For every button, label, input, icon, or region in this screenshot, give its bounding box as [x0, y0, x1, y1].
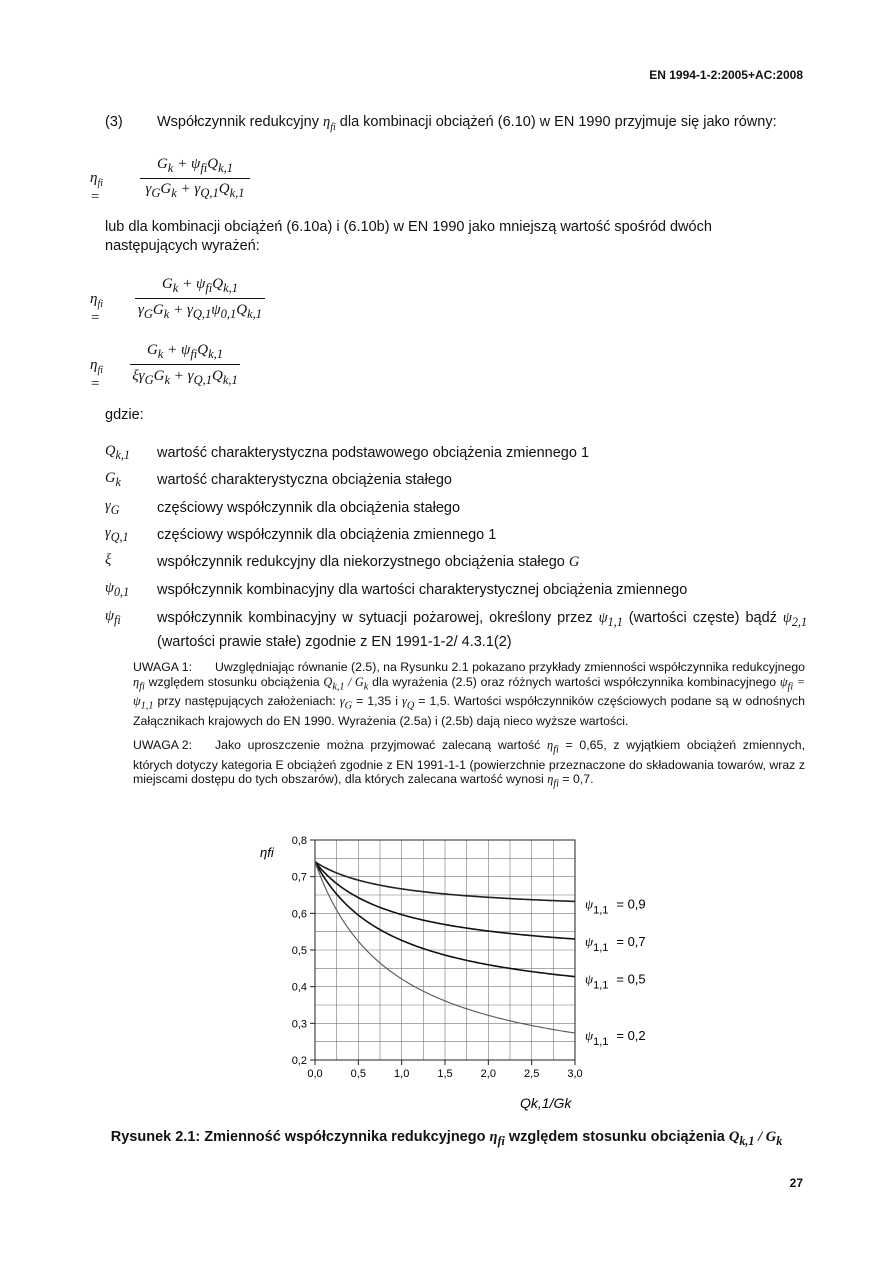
x-tick-label: 3,0 — [567, 1068, 583, 1080]
x-tick-label: 0,5 — [350, 1068, 366, 1080]
y-tick-label: 0,3 — [291, 1018, 307, 1031]
definition-symbol: $\gamma_{Q,1}$ — [105, 525, 129, 544]
legend-label: $\psi_{1,1} = 0,9$ — [585, 896, 646, 917]
eq2-fraction-bar — [135, 298, 265, 299]
chart-grid — [315, 840, 575, 1060]
document-id: EN 1994-1-2:2005+AC:2008 — [649, 68, 803, 82]
definition-text: częściowy współczynnik dla obciążenia stałego — [157, 500, 461, 516]
eq3-numerator: $G_k + \psi_{fi}Q_{k,1}$ — [146, 342, 224, 361]
eta-fi-chart — [250, 825, 690, 1120]
note-label: UWAGA 1: — [133, 660, 192, 674]
eq2-lhs: $\eta_{fi}$ = — [90, 291, 104, 326]
definition-text: częściowy współczynnik dla obciążenia zmiennego 1 — [157, 527, 497, 543]
x-tick-label: 0,0 — [307, 1068, 323, 1080]
note-text: Jako uproszczenie można przyjmować zalecaną wartość $\eta_{fi} = 0,65$, z wyjątkiem obciążeń zmiennych, których dotyczy kategoria E obciążeń zgodnie z EN 1991-1-1 (powierzchnie przeznaczone do składowania towarów, wraz z miejscami dostępu do tych obszarów), dla których zalecana wartość wynosi $\eta_{fi} = 0,7$. — [133, 738, 806, 790]
definition-symbol: $Q_{k,1}$ — [105, 443, 130, 462]
definition-text: wartość charakterystyczna podstawowego obciążenia zmiennego 1 — [157, 445, 590, 461]
eq3-denominator: $\xi\gamma_GG_k + \gamma_{Q,1}Q_{k,1}$ — [132, 368, 238, 387]
eq3-fraction-bar — [130, 364, 240, 365]
where-label: gdzie: — [105, 407, 144, 423]
note-1 — [133, 660, 805, 729]
definition-symbol: $\gamma_G$ — [105, 498, 120, 517]
x-tick-label: 1,5 — [437, 1068, 453, 1080]
page-number: 27 — [789, 1176, 803, 1190]
eq1-numerator: $G_k + \psi_{fi}Q_{k,1}$ — [156, 156, 234, 175]
intro-paragraph: lub dla kombinacji obciążeń (6.10a) i (6.10b) w EN 1990 jako mniejszą wartość spośród dwóch następujących wyrażeń: — [105, 219, 712, 254]
y-tick-label: 0,6 — [291, 908, 307, 921]
definition-symbol: $G_k$ — [105, 470, 121, 489]
definition-text: współczynnik redukcyjny dla niekorzystnego obciążenia stałego G — [157, 554, 580, 570]
x-tick-label: 1,0 — [394, 1068, 410, 1080]
note-2 — [133, 738, 805, 792]
chart-legend — [585, 896, 646, 1048]
eq2-denominator: $\gamma_GG_k + \gamma_{Q,1}\psi_{0,1}Q_{k,1}$ — [137, 302, 263, 321]
y-tick-label: 0,8 — [291, 835, 307, 847]
y-tick-label: 0,7 — [291, 871, 307, 884]
x-tick-label: 2,0 — [480, 1068, 496, 1080]
note-label: UWAGA 2: — [133, 738, 192, 752]
legend-label: $\psi_{1,1} = 0,7$ — [585, 934, 646, 955]
definition-text: wartość charakterystyczna obciążenia stałego — [157, 472, 452, 488]
eq2-numerator: $G_k + \psi_{fi}Q_{k,1}$ — [161, 276, 239, 295]
y-tick-label: 0,2 — [291, 1055, 307, 1067]
note-text: Uwzględniając równanie (2.5), na Rysunku 2.1 pokazano przykłady zmienności współczynnika redukcyjnego $\eta_{fi}$ względem stosunku obciążenia $Q_{k,1} / G_k$ dla wyrażenia (2.5) oraz różnych wartości współczynnika kombinacyjnego $\psi_{fi} = \psi_{1,1}$ przy następujących założeniach: $\gamma_G = 1,35$ i $\gamma_Q = 1,5$. Wartości współczynników częściowych podane są w odnośnych Załącznikach krajowych do EN 1990. Wyrażenia (2.5a) i (2.5b) dają nieco wyższe wartości. — [133, 660, 806, 729]
figure-caption: Rysunek 2.1: Zmienność współczynnika redukcyjnego $\eta_{fi}$ względem stosunku obciążenia $Q_{k,1} / G_k$ — [110, 1129, 783, 1148]
legend-label: $\psi_{1,1} = 0,5$ — [585, 971, 646, 992]
definition-text: współczynnik kombinacyjny dla wartości charakterystycznej obciążenia zmiennego — [157, 582, 688, 598]
clause-text: Współczynnik redukcyjny $\eta_{fi}$ dla kombinacji obciążeń (6.10) w EN 1990 przyjmuje się jako równy: — [157, 114, 777, 133]
y-tick-label: 0,4 — [291, 981, 307, 994]
definition-symbol: $\psi_{0,1}$ — [105, 580, 130, 599]
y-axis-ticks — [292, 835, 315, 1067]
y-tick-label: 0,5 — [291, 945, 307, 957]
x-axis-label: Qk,1/Gk — [520, 1095, 572, 1111]
x-axis-ticks — [307, 1060, 582, 1080]
legend-label: $\psi_{1,1} = 0,2$ — [585, 1028, 646, 1049]
definition-symbol: ξ — [105, 552, 112, 568]
eq1-lhs: $\eta_{fi}$ = — [90, 170, 104, 205]
y-axis-label: ηfi — [260, 845, 274, 860]
definition-symbol: $\psi_{fi}$ — [105, 608, 121, 627]
definition-text: współczynnik kombinacyjny w sytuacji pożarowej, określony przez $\psi_{1,1}$ (wartości częste) bądź $\psi_{2,1}$ (wartości prawie stałe) zgodnie z EN 1991-1-2/ 4.3.1(2) — [157, 610, 807, 650]
x-tick-label: 2,5 — [524, 1068, 540, 1080]
eq3-lhs: $\eta_{fi}$ = — [90, 357, 104, 392]
eq1-fraction-bar — [140, 178, 250, 179]
clause-number: (3) — [105, 114, 123, 130]
eq1-denominator: $\gamma_GG_k + \gamma_{Q,1}Q_{k,1}$ — [145, 181, 245, 200]
